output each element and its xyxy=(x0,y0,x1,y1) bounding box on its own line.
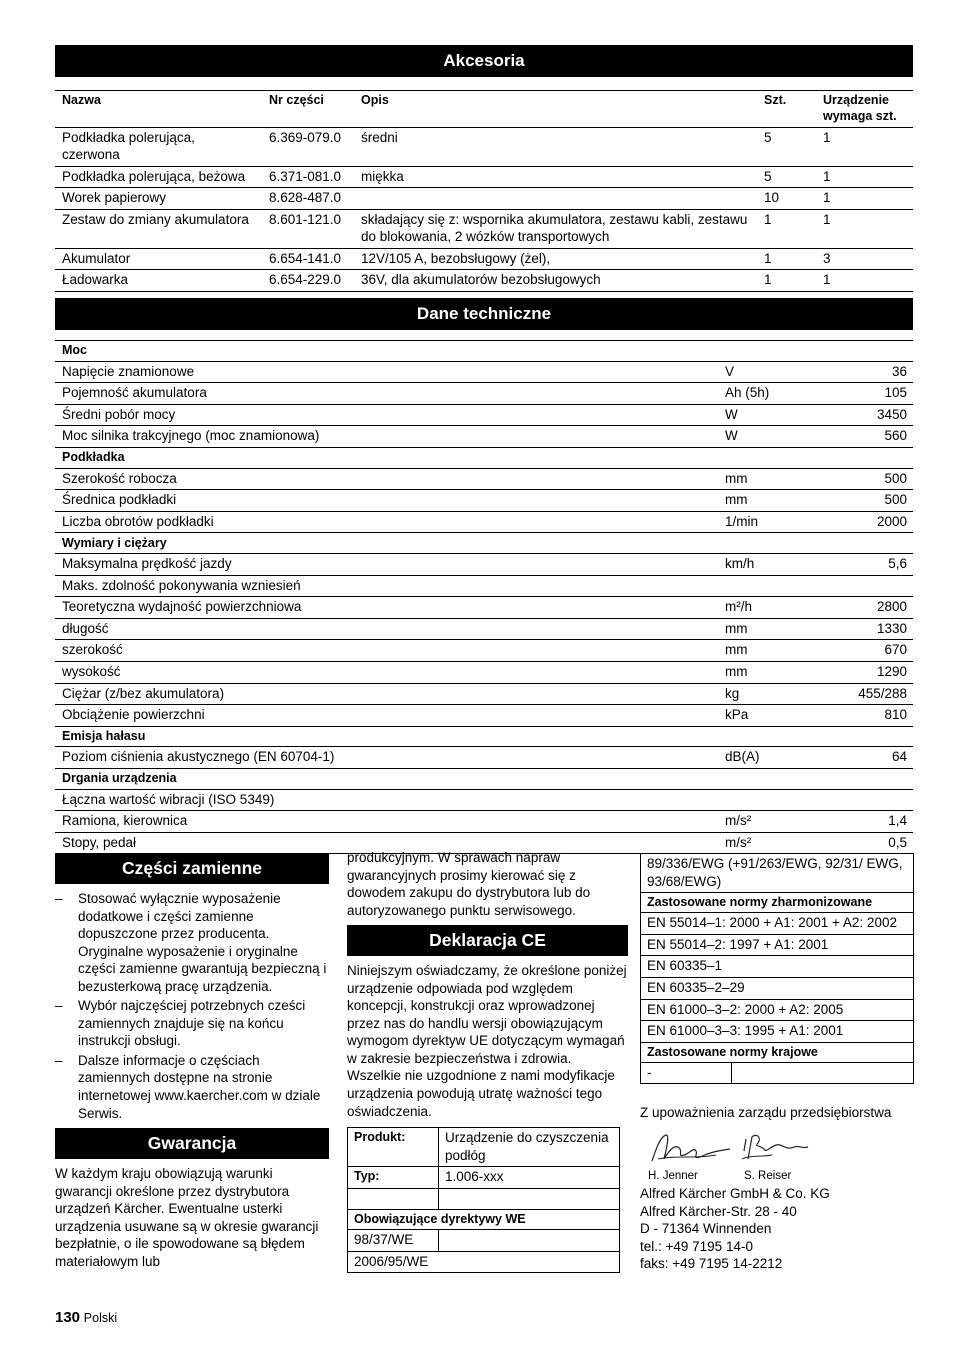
table-row xyxy=(55,361,913,383)
tech-value: 105 xyxy=(808,383,913,405)
address-line: D - 71364 Winnenden xyxy=(640,1221,772,1237)
tech-unit: m/s² xyxy=(718,832,808,854)
section-header-row xyxy=(55,768,913,789)
column-header: Opis xyxy=(354,91,757,128)
section-header-row xyxy=(55,447,913,468)
tech-label: Napięcie znamionowe xyxy=(55,361,718,383)
harmonized-item: EN 61000–3–3: 1995 + A1: 2001 xyxy=(641,1021,914,1043)
table-cell: 6.654-229.0 xyxy=(262,270,354,292)
tech-label: Liczba obrotów podkładki xyxy=(55,511,718,533)
table-cell: 1 xyxy=(757,248,816,270)
table-cell: Zestaw do zmiany akumulatora xyxy=(55,209,262,248)
tech-unit: mm xyxy=(718,618,808,640)
tech-value: 455/288 xyxy=(808,683,913,705)
table-row xyxy=(55,490,913,512)
table-row xyxy=(55,661,913,683)
product-label: Produkt: xyxy=(348,1128,439,1167)
tech-unit: kg xyxy=(718,683,808,705)
authorization-text: Z upoważnienia zarządu przedsiębiorstwa xyxy=(640,1105,892,1121)
signatures xyxy=(640,1129,914,1185)
table-row xyxy=(55,747,913,769)
tech-value: 2000 xyxy=(808,511,913,533)
table-row xyxy=(55,618,913,640)
table-row xyxy=(55,597,913,619)
column-header: Urządzenie wymaga szt. xyxy=(816,91,913,128)
product-value: Urządzenie do czyszczenia podłóg xyxy=(439,1128,620,1167)
section-header-row xyxy=(55,533,913,554)
accessories-header-row xyxy=(55,91,913,128)
table-row xyxy=(55,248,913,270)
table-cell: 1 xyxy=(816,166,913,188)
table-cell: miękka xyxy=(354,166,757,188)
table-row xyxy=(55,511,913,533)
tech-unit: 1/min xyxy=(718,511,808,533)
tech-unit xyxy=(718,575,808,597)
tech-label: Obciążenie powierzchni xyxy=(55,705,718,727)
table-row xyxy=(55,426,913,448)
tech-unit: m²/h xyxy=(718,597,808,619)
table-cell: 1 xyxy=(757,270,816,292)
harmonized-item: EN 60335–2–29 xyxy=(641,977,914,999)
tech-value: 64 xyxy=(808,747,913,769)
tech-unit: mm xyxy=(718,468,808,490)
tech-value xyxy=(808,789,913,811)
tech-label: Wymiary i ciężary xyxy=(55,533,718,554)
tech-label: Maks. zdolność pokonywania wzniesień xyxy=(55,575,718,597)
tech-value: 560 xyxy=(808,426,913,448)
tech-label: Moc xyxy=(55,341,718,362)
ce-text: Niniejszym oświadczamy, że określone poniżej urządzenie odpowiada pod względem koncepcji, konstrukcji oraz wprowadzonej przez nas do handlu wersji obowiązującym wymogom dyrektyw UE dotyczącym wymagań w zakresie bezpieczeństwa i zdrowia. Wszelkie nie uzgodnione z nami modyfikacje urządzenia powodują utratę ważności tego oświadczenia. xyxy=(347,963,627,1119)
section-header-row xyxy=(55,726,913,747)
tech-unit: V xyxy=(718,361,808,383)
column-header: Nazwa xyxy=(55,91,262,128)
table-cell: Podkładka polerująca, beżowa xyxy=(55,166,262,188)
tech-label: wysokość xyxy=(55,661,718,683)
tech-value xyxy=(808,768,913,789)
tech-label: Szerokość robocza xyxy=(55,468,718,490)
accessories-table xyxy=(55,90,913,292)
tech-unit: km/h xyxy=(718,554,808,576)
tech-label: Moc silnika trakcyjnego (moc znamionowa) xyxy=(55,426,718,448)
tech-unit: Ah (5h) xyxy=(718,383,808,405)
tech-value: 3450 xyxy=(808,404,913,426)
tech-label: Emisja hałasu xyxy=(55,726,718,747)
tech-value: 500 xyxy=(808,468,913,490)
tech-unit xyxy=(718,533,808,554)
tech-label: Teoretyczna wydajność powierzchniowa xyxy=(55,597,718,619)
table-row xyxy=(55,640,913,662)
table-row xyxy=(55,404,913,426)
harmonized-item: EN 55014–2: 1997 + A1: 2001 xyxy=(641,934,914,956)
tech-data-table xyxy=(55,340,913,854)
signature-image xyxy=(646,1129,816,1171)
tech-unit: m/s² xyxy=(718,811,808,833)
table-cell: 6.369-079.0 xyxy=(262,127,354,166)
address-line: tel.: +49 7195 14-0 xyxy=(640,1238,753,1254)
table-cell: 12V/105 A, bezobsługowy (żel), xyxy=(354,248,757,270)
table-row xyxy=(55,166,913,188)
national-header: Zastosowane normy krajowe xyxy=(641,1042,914,1062)
warranty-title: Gwarancja xyxy=(55,1128,329,1159)
list-item: – Wybór najczęściej potrzebnych cześci zamiennych znajduje się na końcu instrukcji obsługi. xyxy=(55,997,329,1050)
signer-2: S. Reiser xyxy=(744,1169,792,1182)
table-cell: Podkładka polerująca, czerwona xyxy=(55,127,262,166)
national-item: - xyxy=(641,1062,732,1084)
tech-value xyxy=(808,533,913,554)
tech-value: 1,4 xyxy=(808,811,913,833)
tech-label: Drgania urządzenia xyxy=(55,768,718,789)
tech-value: 36 xyxy=(808,361,913,383)
table-row xyxy=(55,683,913,705)
address-line: Alfred Kärcher-Str. 28 - 40 xyxy=(640,1203,797,1219)
tech-data-title: Dane techniczne xyxy=(55,298,913,330)
ce-norms-table xyxy=(640,853,914,1084)
tech-unit: mm xyxy=(718,490,808,512)
column-header: Nr części xyxy=(262,91,354,128)
table-cell: 36V, dla akumulatorów bezobsługowych xyxy=(354,270,757,292)
tech-value xyxy=(808,575,913,597)
warranty-continuation: produkcyjnym. W sprawach napraw gwarancyjnych prosimy kierować się z dowodem zakupu do dystrybutora lub do autoryzowanego punktu serwisowego. xyxy=(347,850,591,918)
tech-unit: dB(A) xyxy=(718,747,808,769)
table-row xyxy=(55,383,913,405)
tech-unit: W xyxy=(718,426,808,448)
tech-label: Podkładka xyxy=(55,447,718,468)
tech-value xyxy=(808,447,913,468)
address-line: faks: +49 7195 14-2212 xyxy=(640,1256,783,1272)
page-number: 130 xyxy=(55,1309,81,1326)
table-cell: 8.628-487.0 xyxy=(262,188,354,210)
ce-product-table xyxy=(347,1127,620,1273)
accessories-section xyxy=(55,45,913,292)
page-footer xyxy=(55,1308,117,1328)
tech-label: długość xyxy=(55,618,718,640)
harmonized-item: EN 61000–3–2: 2000 + A2: 2005 xyxy=(641,999,914,1021)
type-label: Typ: xyxy=(348,1167,439,1189)
tech-unit xyxy=(718,447,808,468)
page-language: Polski xyxy=(83,1311,118,1325)
table-cell: 6.371-081.0 xyxy=(262,166,354,188)
tech-label: Łączna wartość wibracji (ISO 5349) xyxy=(55,789,718,811)
directives-continuation: 89/336/EWG (+91/263/EWG, 92/31/ EWG, 93/68/EWG) xyxy=(641,854,914,893)
table-cell: 1 xyxy=(816,127,913,166)
table-row xyxy=(55,468,913,490)
tech-unit: mm xyxy=(718,661,808,683)
table-cell: 8.601-121.0 xyxy=(262,209,354,248)
tech-value: 5,6 xyxy=(808,554,913,576)
spare-parts-title: Części zamienne xyxy=(55,853,329,884)
directive-item: 2006/95/WE xyxy=(348,1251,620,1273)
tech-unit xyxy=(718,341,808,362)
tech-label: Maksymalna prędkość jazdy xyxy=(55,554,718,576)
tech-value: 810 xyxy=(808,705,913,727)
accessories-title: Akcesoria xyxy=(55,45,913,77)
table-row xyxy=(55,811,913,833)
directives-header: Obowiązujące dyrektywy WE xyxy=(348,1209,620,1229)
company-address xyxy=(640,1185,914,1273)
table-row xyxy=(55,188,913,210)
table-row xyxy=(55,789,913,811)
tech-value xyxy=(808,726,913,747)
tech-label: Pojemność akumulatora xyxy=(55,383,718,405)
list-item: – Dalsze informacje o częściach zamiennych dostępne na stronie internetowej www.kaercher.com w dziale Serwis. xyxy=(55,1052,329,1122)
tech-unit xyxy=(718,768,808,789)
table-cell: 1 xyxy=(816,188,913,210)
table-cell: 6.654-141.0 xyxy=(262,248,354,270)
table-cell: średni xyxy=(354,127,757,166)
harmonized-item: EN 55014–1: 2000 + A1: 2001 + A2: 2002 xyxy=(641,913,914,935)
tech-value: 2800 xyxy=(808,597,913,619)
tech-label: szerokość xyxy=(55,640,718,662)
warranty-text: W każdym kraju obowiązują warunki gwarancji określone przez dystrybutora urządzeń Kärcher. Ewentualne usterki urządzenia usuwane są w okresie gwarancji bezpłatnie, o ile spowodowane są błędem materiałowym lub xyxy=(55,1166,319,1269)
tech-label: Poziom ciśnienia akustycznego (EN 60704-1) xyxy=(55,747,718,769)
table-cell: 1 xyxy=(816,270,913,292)
type-value: 1.006-xxx xyxy=(439,1167,620,1189)
tech-label: Ciężar (z/bez akumulatora) xyxy=(55,683,718,705)
table-row xyxy=(55,575,913,597)
directive-item: 98/37/WE xyxy=(348,1230,439,1252)
table-cell: Ładowarka xyxy=(55,270,262,292)
table-row xyxy=(55,127,913,166)
tech-unit xyxy=(718,726,808,747)
table-row xyxy=(55,554,913,576)
tech-label: Średni pobór mocy xyxy=(55,404,718,426)
tech-unit: W xyxy=(718,404,808,426)
tech-value: 0,5 xyxy=(808,832,913,854)
right-column xyxy=(640,853,914,1273)
left-column xyxy=(55,853,329,1270)
tech-unit: kPa xyxy=(718,705,808,727)
table-row xyxy=(55,270,913,292)
tech-value: 1330 xyxy=(808,618,913,640)
table-cell: 3 xyxy=(816,248,913,270)
table-cell: 1 xyxy=(816,209,913,248)
tech-label: Ramiona, kierownica xyxy=(55,811,718,833)
ce-title: Deklaracja CE xyxy=(347,925,628,956)
table-cell: 10 xyxy=(757,188,816,210)
table-cell: Worek papierowy xyxy=(55,188,262,210)
tech-unit: mm xyxy=(718,640,808,662)
table-cell: 5 xyxy=(757,127,816,166)
list-item: – Stosować wyłącznie wyposażenie dodatkowe i części zamienne dopuszczone przez producenta. Oryginalne wyposażenie i oryginalne części zamienne gwarantują bezpieczną i bezusterkową pracę urządzenia. xyxy=(55,890,329,995)
spare-parts-list xyxy=(55,890,329,1122)
table-cell: 5 xyxy=(757,166,816,188)
tech-value: 670 xyxy=(808,640,913,662)
middle-column xyxy=(347,849,628,1273)
table-row xyxy=(55,705,913,727)
tech-data-section xyxy=(55,298,913,854)
tech-value xyxy=(808,341,913,362)
address-line: Alfred Kärcher GmbH & Co. KG xyxy=(640,1185,830,1201)
signer-1: H. Jenner xyxy=(648,1169,698,1182)
table-cell xyxy=(354,188,757,210)
tech-value: 500 xyxy=(808,490,913,512)
table-cell: 1 xyxy=(757,209,816,248)
section-header-row xyxy=(55,341,913,362)
column-header: Szt. xyxy=(757,91,816,128)
tech-value: 1290 xyxy=(808,661,913,683)
tech-label: Średnica podkładki xyxy=(55,490,718,512)
tech-label: Stopy, pedał xyxy=(55,832,718,854)
table-cell: składający się z: wspornika akumulatora, zestawu kabli, zestawu do blokowania, 2 wózków transportowych xyxy=(354,209,757,248)
harmonized-header: Zastosowane normy zharmonizowane xyxy=(641,893,914,913)
harmonized-item: EN 60335–1 xyxy=(641,956,914,978)
tech-unit xyxy=(718,789,808,811)
table-row xyxy=(55,209,913,248)
table-cell: Akumulator xyxy=(55,248,262,270)
